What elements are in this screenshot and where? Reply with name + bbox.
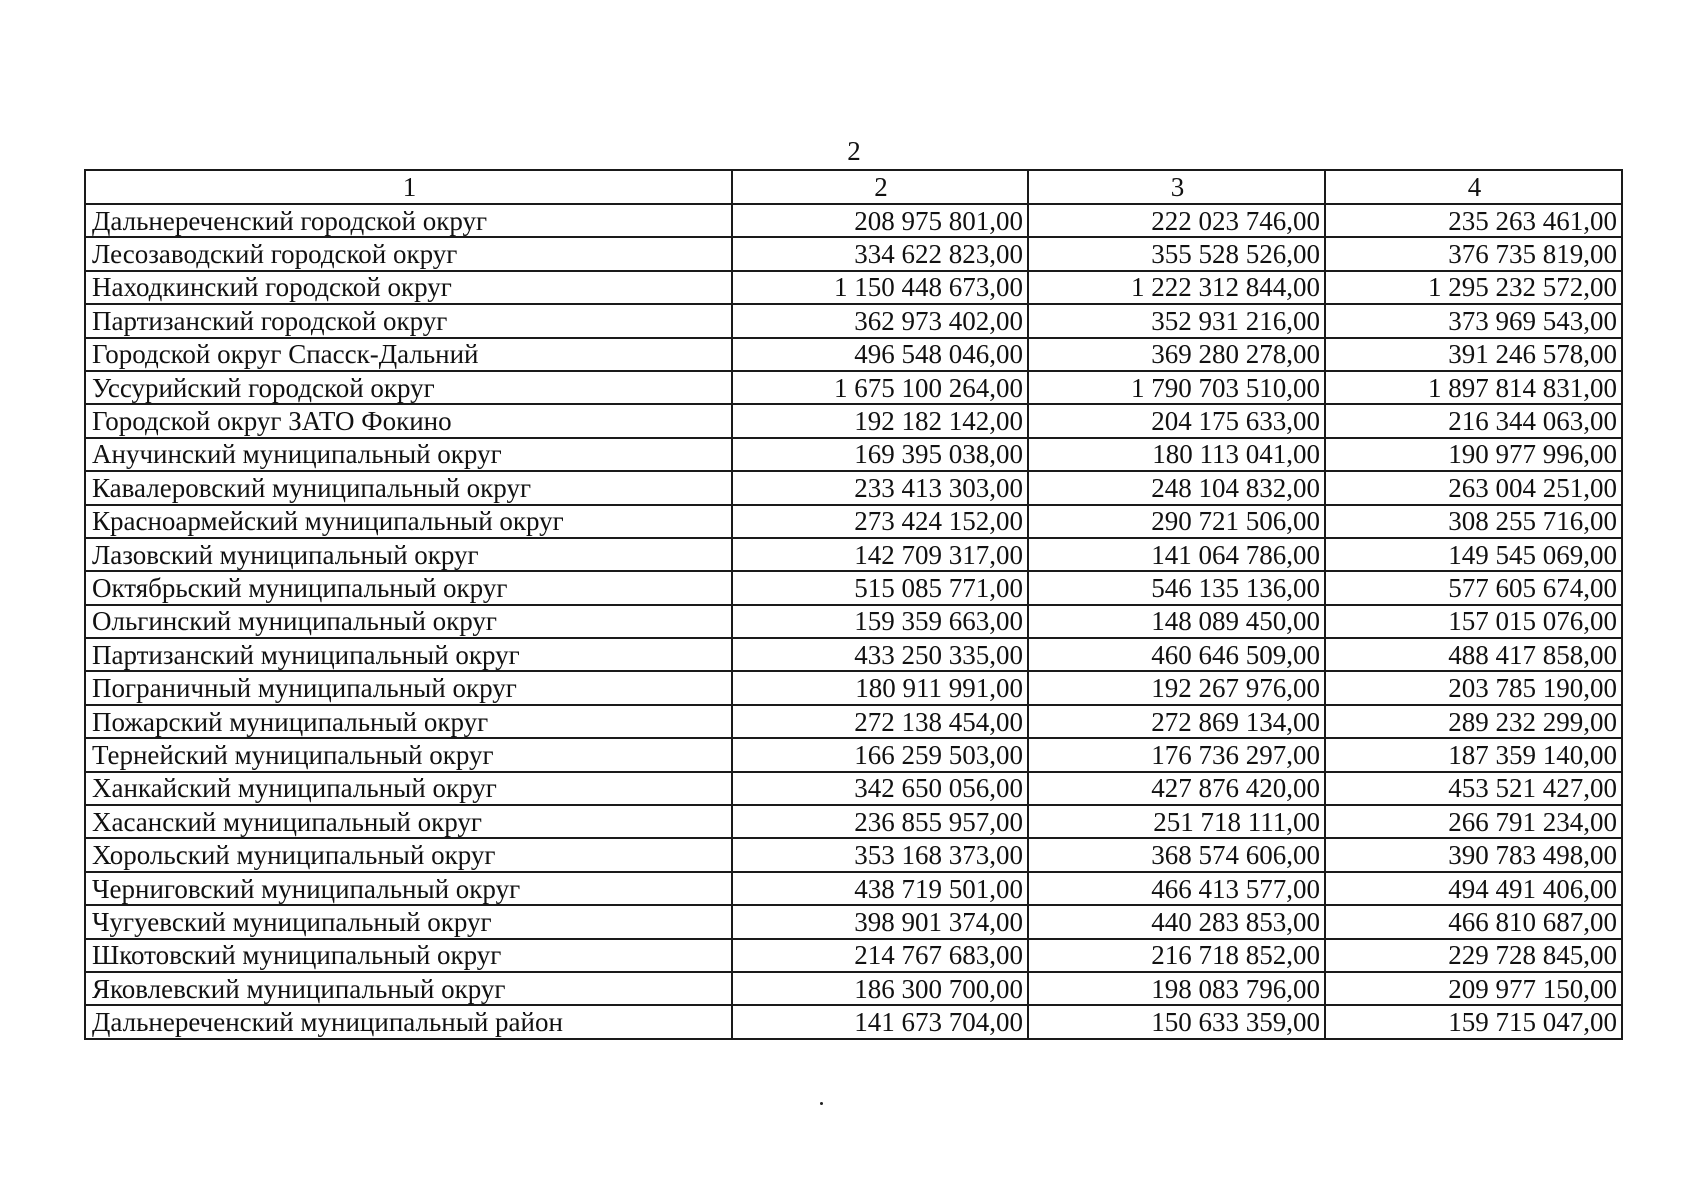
municipality-name-cell: Черниговский муниципальный округ	[85, 872, 732, 905]
municipality-name-cell: Уссурийский городской округ	[85, 371, 732, 404]
table-row	[85, 972, 1622, 1005]
amount-cell-col-3: 148 089 450,00	[1028, 605, 1325, 638]
amount-cell-col-2: 334 622 823,00	[732, 237, 1028, 270]
municipality-name-cell: Хасанский муниципальный округ	[85, 805, 732, 838]
table-row	[85, 705, 1622, 738]
amount-cell-col-4: 209 977 150,00	[1325, 972, 1622, 1005]
municipality-name-cell: Пограничный муниципальный округ	[85, 671, 732, 704]
municipality-name-cell: Октябрьский муниципальный округ	[85, 571, 732, 604]
table-row	[85, 438, 1622, 471]
amount-cell-col-2: 233 413 303,00	[732, 471, 1028, 504]
municipality-name-cell: Ольгинский муниципальный округ	[85, 605, 732, 638]
amount-cell-col-2: 398 901 374,00	[732, 905, 1028, 938]
amount-cell-col-4: 1 295 232 572,00	[1325, 271, 1622, 304]
amount-cell-col-3: 150 633 359,00	[1028, 1005, 1325, 1038]
municipality-name-cell: Партизанский городской округ	[85, 304, 732, 337]
amount-cell-col-3: 440 283 853,00	[1028, 905, 1325, 938]
table-row	[85, 772, 1622, 805]
municipality-name-cell: Хорольский муниципальный округ	[85, 838, 732, 871]
municipality-name-cell: Находкинский городской округ	[85, 271, 732, 304]
amount-cell-col-3: 466 413 577,00	[1028, 872, 1325, 905]
table-row	[85, 471, 1622, 504]
amount-cell-col-2: 192 182 142,00	[732, 404, 1028, 437]
table-row	[85, 638, 1622, 671]
amount-cell-col-4: 263 004 251,00	[1325, 471, 1622, 504]
municipality-name-cell: Дальнереченский муниципальный район	[85, 1005, 732, 1038]
amount-cell-col-2: 169 395 038,00	[732, 438, 1028, 471]
table-row	[85, 271, 1622, 304]
amount-cell-col-3: 176 736 297,00	[1028, 738, 1325, 771]
amount-cell-col-4: 391 246 578,00	[1325, 338, 1622, 371]
amount-cell-col-3: 1 222 312 844,00	[1028, 271, 1325, 304]
amount-cell-col-2: 208 975 801,00	[732, 204, 1028, 237]
municipality-name-cell: Чугуевский муниципальный округ	[85, 905, 732, 938]
amount-cell-col-4: 466 810 687,00	[1325, 905, 1622, 938]
amount-cell-col-2: 342 650 056,00	[732, 772, 1028, 805]
municipality-name-cell: Анучинский муниципальный округ	[85, 438, 732, 471]
amount-cell-col-3: 251 718 111,00	[1028, 805, 1325, 838]
table-row	[85, 538, 1622, 571]
table-row	[85, 905, 1622, 938]
amount-cell-col-3: 355 528 526,00	[1028, 237, 1325, 270]
amount-cell-col-3: 204 175 633,00	[1028, 404, 1325, 437]
stray-dot-mark	[820, 1102, 823, 1105]
amount-cell-col-2: 142 709 317,00	[732, 538, 1028, 571]
amount-cell-col-4: 1 897 814 831,00	[1325, 371, 1622, 404]
amount-cell-col-2: 186 300 700,00	[732, 972, 1028, 1005]
municipality-name-cell: Ханкайский муниципальный округ	[85, 772, 732, 805]
amount-cell-col-2: 236 855 957,00	[732, 805, 1028, 838]
amount-cell-col-4: 308 255 716,00	[1325, 505, 1622, 538]
amount-cell-col-4: 453 521 427,00	[1325, 772, 1622, 805]
table-row	[85, 671, 1622, 704]
amount-cell-col-3: 1 790 703 510,00	[1028, 371, 1325, 404]
amount-cell-col-2: 1 150 448 673,00	[732, 271, 1028, 304]
table-row	[85, 338, 1622, 371]
table-row	[85, 838, 1622, 871]
amount-cell-col-4: 190 977 996,00	[1325, 438, 1622, 471]
municipality-name-cell: Пожарский муниципальный округ	[85, 705, 732, 738]
amount-cell-col-3: 546 135 136,00	[1028, 571, 1325, 604]
amount-cell-col-2: 438 719 501,00	[732, 872, 1028, 905]
amount-cell-col-4: 159 715 047,00	[1325, 1005, 1622, 1038]
amount-cell-col-4: 157 015 076,00	[1325, 605, 1622, 638]
amount-cell-col-2: 362 973 402,00	[732, 304, 1028, 337]
column-header-1: 1	[85, 170, 732, 204]
column-header-3: 3	[1028, 170, 1325, 204]
municipality-name-cell: Лазовский муниципальный округ	[85, 538, 732, 571]
amount-cell-col-4: 390 783 498,00	[1325, 838, 1622, 871]
amount-cell-col-4: 149 545 069,00	[1325, 538, 1622, 571]
budget-table	[84, 169, 1623, 1040]
amount-cell-col-4: 577 605 674,00	[1325, 571, 1622, 604]
municipality-name-cell: Кавалеровский муниципальный округ	[85, 471, 732, 504]
amount-cell-col-4: 216 344 063,00	[1325, 404, 1622, 437]
amount-cell-col-2: 433 250 335,00	[732, 638, 1028, 671]
amount-cell-col-3: 369 280 278,00	[1028, 338, 1325, 371]
municipality-name-cell: Тернейский муниципальный округ	[85, 738, 732, 771]
municipality-name-cell: Красноармейский муниципальный округ	[85, 505, 732, 538]
amount-cell-col-4: 187 359 140,00	[1325, 738, 1622, 771]
column-header-2: 2	[732, 170, 1028, 204]
amount-cell-col-2: 159 359 663,00	[732, 605, 1028, 638]
table-row	[85, 605, 1622, 638]
amount-cell-col-3: 460 646 509,00	[1028, 638, 1325, 671]
amount-cell-col-4: 373 969 543,00	[1325, 304, 1622, 337]
amount-cell-col-2: 1 675 100 264,00	[732, 371, 1028, 404]
table-row	[85, 805, 1622, 838]
amount-cell-col-2: 166 259 503,00	[732, 738, 1028, 771]
table-row	[85, 1005, 1622, 1038]
municipality-name-cell: Городской округ Спасск-Дальний	[85, 338, 732, 371]
municipality-name-cell: Городской округ ЗАТО Фокино	[85, 404, 732, 437]
table-row	[85, 872, 1622, 905]
amount-cell-col-4: 229 728 845,00	[1325, 939, 1622, 972]
amount-cell-col-2: 141 673 704,00	[732, 1005, 1028, 1038]
amount-cell-col-3: 192 267 976,00	[1028, 671, 1325, 704]
municipality-name-cell: Яковлевский муниципальный округ	[85, 972, 732, 1005]
amount-cell-col-3: 290 721 506,00	[1028, 505, 1325, 538]
municipality-name-cell: Лесозаводский городской округ	[85, 237, 732, 270]
amount-cell-col-2: 496 548 046,00	[732, 338, 1028, 371]
amount-cell-col-2: 273 424 152,00	[732, 505, 1028, 538]
table-row	[85, 505, 1622, 538]
municipality-name-cell: Партизанский муниципальный округ	[85, 638, 732, 671]
amount-cell-col-4: 235 263 461,00	[1325, 204, 1622, 237]
amount-cell-col-2: 180 911 991,00	[732, 671, 1028, 704]
amount-cell-col-3: 222 023 746,00	[1028, 204, 1325, 237]
table-row	[85, 371, 1622, 404]
amount-cell-col-2: 272 138 454,00	[732, 705, 1028, 738]
amount-cell-col-4: 488 417 858,00	[1325, 638, 1622, 671]
amount-cell-col-2: 353 168 373,00	[732, 838, 1028, 871]
table-header-row	[85, 170, 1622, 204]
column-header-4: 4	[1325, 170, 1622, 204]
amount-cell-col-3: 216 718 852,00	[1028, 939, 1325, 972]
amount-cell-col-3: 272 869 134,00	[1028, 705, 1325, 738]
municipality-name-cell: Дальнереченский городской округ	[85, 204, 732, 237]
table-row	[85, 939, 1622, 972]
amount-cell-col-3: 198 083 796,00	[1028, 972, 1325, 1005]
table-row	[85, 237, 1622, 270]
amount-cell-col-3: 141 064 786,00	[1028, 538, 1325, 571]
table-row	[85, 304, 1622, 337]
table-row	[85, 404, 1622, 437]
table-body	[85, 204, 1622, 1039]
amount-cell-col-3: 180 113 041,00	[1028, 438, 1325, 471]
amount-cell-col-4: 289 232 299,00	[1325, 705, 1622, 738]
table-row	[85, 204, 1622, 237]
amount-cell-col-3: 368 574 606,00	[1028, 838, 1325, 871]
municipality-name-cell: Шкотовский муниципальный округ	[85, 939, 732, 972]
amount-cell-col-4: 266 791 234,00	[1325, 805, 1622, 838]
table-row	[85, 738, 1622, 771]
amount-cell-col-2: 214 767 683,00	[732, 939, 1028, 972]
amount-cell-col-3: 352 931 216,00	[1028, 304, 1325, 337]
table-row	[85, 571, 1622, 604]
amount-cell-col-4: 494 491 406,00	[1325, 872, 1622, 905]
amount-cell-col-4: 203 785 190,00	[1325, 671, 1622, 704]
amount-cell-col-4: 376 735 819,00	[1325, 237, 1622, 270]
amount-cell-col-2: 515 085 771,00	[732, 571, 1028, 604]
amount-cell-col-3: 427 876 420,00	[1028, 772, 1325, 805]
amount-cell-col-3: 248 104 832,00	[1028, 471, 1325, 504]
page-number: 2	[847, 136, 861, 166]
